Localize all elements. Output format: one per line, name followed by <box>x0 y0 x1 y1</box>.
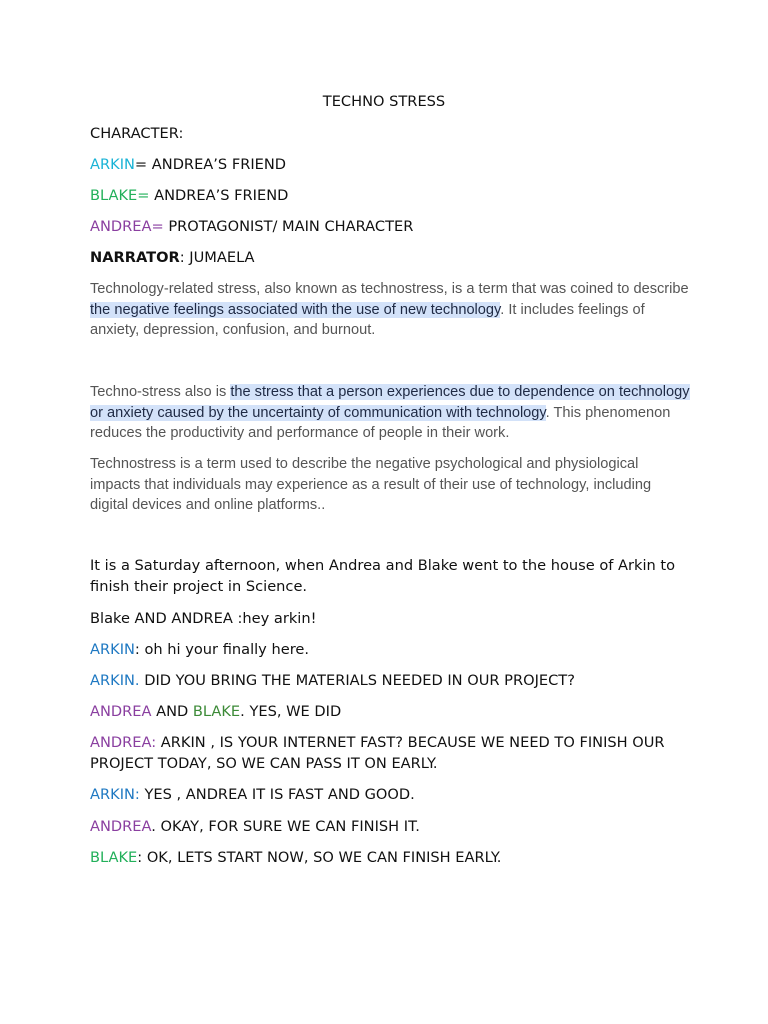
narrator-value: : JUMAELA <box>179 249 255 266</box>
character-andrea <box>90 217 413 237</box>
speaker-name: ARKIN <box>90 641 135 658</box>
dialogue-text: : OK, LETS START NOW, SO WE CAN FINISH EARLY. <box>137 849 502 866</box>
dialogue-line-4 <box>90 702 341 722</box>
definition-paragraph-1 <box>90 279 690 341</box>
character-role: ANDREA’S FRIEND <box>151 156 287 173</box>
paragraph-text: . This phenomenon reduces the productivity and performance of people in their work. <box>90 404 671 441</box>
character-heading: CHARACTER: <box>90 125 184 142</box>
speaker-name: BLAKE <box>192 703 241 720</box>
definition-paragraph-3: Technostress is a term used to describe the negative psychological and physiological impacts that individuals may experience as a result of their use of technology, including digital devices and online platforms.. <box>90 456 652 513</box>
character-role: PROTAGONIST/ MAIN CHARACTER <box>168 218 414 235</box>
highlighted-text: the negative feelings associated with the use of new technology <box>90 301 501 318</box>
dialogue-text: . OKAY, FOR SURE WE CAN FINISH IT. <box>151 818 420 835</box>
document-title: TECHNO STRESS <box>322 93 446 110</box>
dialogue-line-6 <box>90 785 415 805</box>
character-name: BLAKE= <box>90 187 150 204</box>
paragraph-text: Techno-stress also is <box>90 384 231 400</box>
speaker-name: ANDREA <box>90 818 152 835</box>
narrator-label: NARRATOR <box>90 249 180 266</box>
dialogue-line-2 <box>90 640 309 660</box>
character-name: ARKIN <box>90 156 135 173</box>
speaker-name: ANDREA <box>90 703 152 720</box>
speaker-name: ANDREA: <box>90 734 157 751</box>
character-name: ANDREA= <box>90 218 164 235</box>
dialogue-text: AND <box>151 703 193 720</box>
speaker-name: ARKIN: <box>90 786 140 803</box>
character-separator: = <box>134 156 152 173</box>
speaker-name: ARKIN. <box>90 672 140 689</box>
dialogue-line-3 <box>90 671 575 691</box>
paragraph-text: . It includes feelings of anxiety, depression, confusion, and burnout. <box>90 301 645 338</box>
speaker-name: BLAKE <box>90 849 138 866</box>
dialogue-line-1: Blake AND ANDREA :hey arkin! <box>90 610 317 627</box>
dialogue-line-7 <box>90 817 420 837</box>
definition-paragraph-2 <box>90 382 690 444</box>
dialogue-text: : oh hi your finally here. <box>134 641 309 658</box>
dialogue-line-5 <box>90 733 690 774</box>
dialogue-text: DID YOU BRING THE MATERIALS NEEDED IN OUR PROJECT? <box>139 672 575 689</box>
highlighted-text: the stress that a person experiences due to dependence on technology or anxiety caused by the uncertainty of communication with technology <box>90 384 690 421</box>
dialogue-line-8 <box>90 848 501 868</box>
dialogue-text: . YES, WE DID <box>240 703 342 720</box>
character-blake <box>90 186 288 206</box>
character-arkin <box>90 155 286 175</box>
story-intro: It is a Saturday afternoon, when Andrea and Blake went to the house of Arkin to finish their project in Science. <box>90 557 676 595</box>
character-role: ANDREA’S FRIEND <box>154 187 289 204</box>
narrator-line <box>90 248 255 268</box>
paragraph-text: Technology-related stress, also known as technostress, is a term that was coined to describe <box>90 281 689 297</box>
dialogue-text: ARKIN , IS YOUR INTERNET FAST? BECAUSE WE NEED TO FINISH OUR PROJECT TODAY, SO WE CAN PASS IT ON EARLY. <box>90 734 665 772</box>
dialogue-text: YES , ANDREA IT IS FAST AND GOOD. <box>139 786 415 803</box>
